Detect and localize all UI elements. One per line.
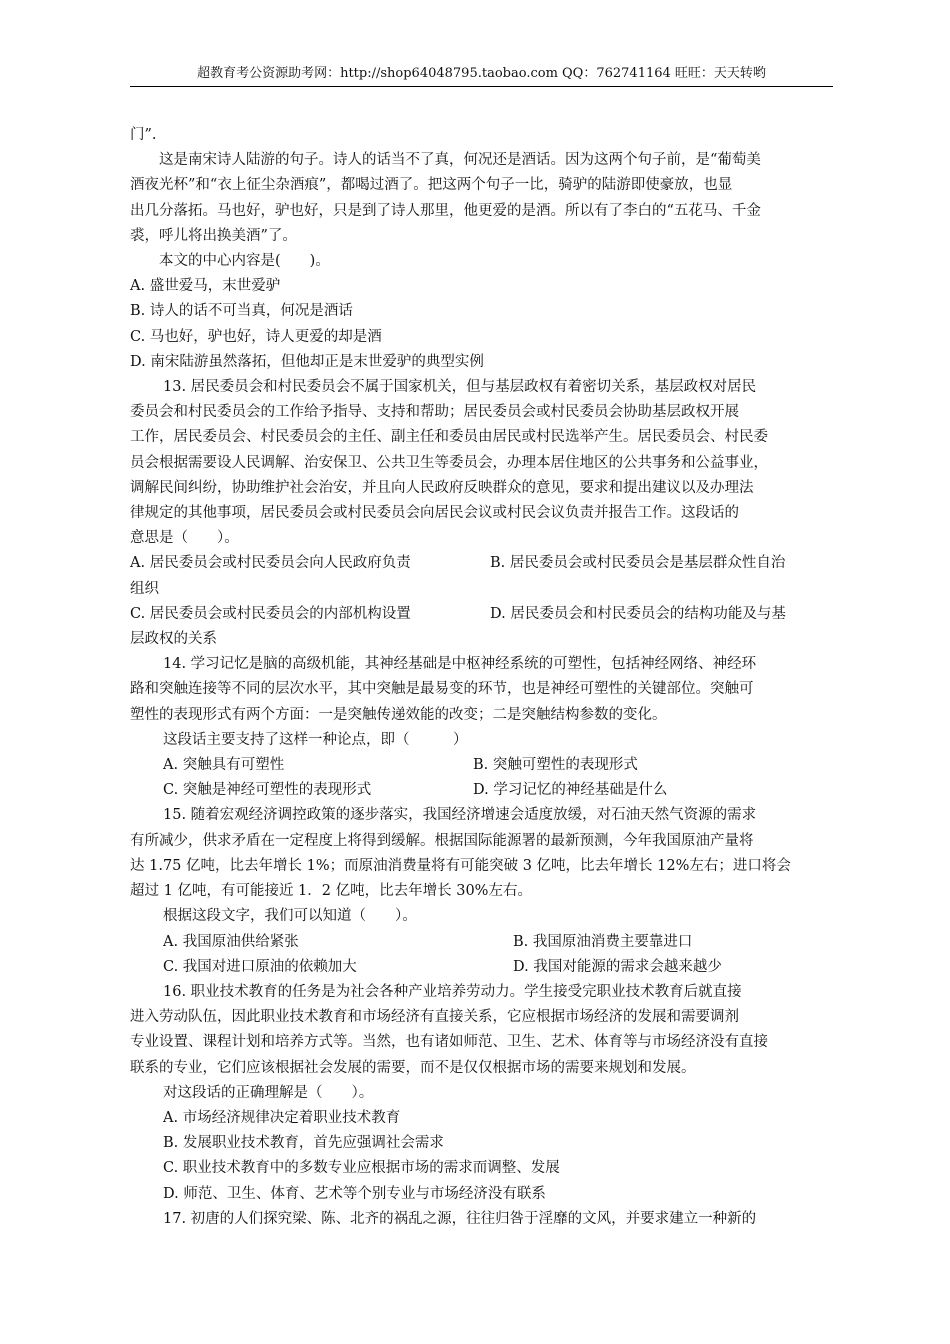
options-row xyxy=(130,602,835,627)
option-a: A. 市场经济规律决定着职业技术教育 xyxy=(163,1109,401,1126)
option-b: B. 突触可塑性的表现形式 xyxy=(473,757,638,774)
option-a: A. 我国原油供给紧张 xyxy=(163,933,299,950)
question-13-line: 员会根据需要设人民调解、治安保卫、公共卫生等委员会，办理本居住地区的公共事务和公益事业， xyxy=(130,454,768,471)
question-17-line: 17. 初唐的人们探究梁、陈、北齐的祸乱之源，往往归咎于淫靡的文风，并要求建立一种新的 xyxy=(163,1210,757,1227)
option-a: A. 突触具有可塑性 xyxy=(163,757,285,774)
question-14-line: 路和突触连接等不同的层次水平，其中突触是最易变的环节，也是神经可塑性的关键部位。突触可 xyxy=(130,681,754,698)
question-13-line: 调解民间纠纷，协助维护社会治安，并且向人民政府反映群众的意见，要求和提出建议以及办理法 xyxy=(130,479,754,496)
passage-line: 这是南宋诗人陆游的句子。诗人的话当不了真，何况还是酒话。因为这两个句子前，是“葡萄美 xyxy=(159,152,761,169)
option-b: B. 发展职业技术教育，首先应强调社会需求 xyxy=(163,1135,444,1152)
document-body xyxy=(130,123,835,1232)
option-c: C. 居民委员会或村民委员会的内部机构设置 xyxy=(130,605,411,622)
passage-line: 出几分落拓。马也好，驴也好，只是到了诗人那里，他更爱的是酒。所以有了李白的“五花马、千金 xyxy=(130,202,761,219)
question-15-line: 15. 随着宏观经济调控政策的逐步落实，我国经济增速会适度放缓，对石油天然气资源的需求 xyxy=(163,807,757,824)
option-c: C. 突触是神经可塑性的表现形式 xyxy=(163,782,372,799)
question-13-line: 意思是（ ）。 xyxy=(130,530,239,547)
option-b: B. 诗人的话不可当真，何况是酒话 xyxy=(130,303,353,320)
options-row xyxy=(130,955,835,980)
question-13-line: 委员会和村民委员会的工作给予指导、支持和帮助；居民委员会或村民委员会协助基层政权开展 xyxy=(130,404,739,421)
option-d-continued: 层政权的关系 xyxy=(130,631,217,648)
option-c: C. 我国对进口原油的依赖加大 xyxy=(163,958,357,975)
option-d: D. 师范、卫生、体育、艺术等个别专业与市场经济没有联系 xyxy=(163,1185,546,1202)
option-a: A. 居民委员会或村民委员会向人民政府负责 xyxy=(130,555,411,572)
page-header: 超教育考公资源助考网：http://shop64048795.taobao.com QQ：762741164 旺旺：天天转哟 xyxy=(130,62,833,87)
option-b: B. 我国原油消费主要靠进口 xyxy=(513,933,693,950)
question-13-line: 13. 居民委员会和村民委员会不属于国家机关，但与基层政权有着密切关系，基层政权对居民 xyxy=(163,379,757,396)
option-d: D. 我国对能源的需求会越来越少 xyxy=(513,958,722,975)
question-15-line: 有所减少，供求矛盾在一定程度上将得到缓解。根据国际能源署的最新预测，今年我国原油产量将 xyxy=(130,832,754,849)
option-d: D. 学习记忆的神经基础是什么 xyxy=(473,782,668,799)
option-a: A. 盛世爱马，末世爱驴 xyxy=(130,278,281,295)
question-13-line: 律规定的其他事项，居民委员会或村民委员会向居民会议或村民会议负责并报告工作。这段话的 xyxy=(130,505,739,522)
question-16-line: 专业设置、课程计划和培养方式等。当然，也有诸如师范、卫生、艺术、体育等与市场经济没有直接 xyxy=(130,1034,768,1051)
option-c: C. 职业技术教育中的多数专业应根据市场的需求而调整、发展 xyxy=(163,1160,560,1177)
question-prompt: 根据这段文字，我们可以知道（ ）。 xyxy=(163,908,417,925)
question-prompt: 这段话主要支持了这样一种论点，即（ ） xyxy=(163,731,468,748)
question-15-line: 达 1.75 亿吨，比去年增长 1%；而原油消费量将有可能突破 3 亿吨，比去年增长 12%左右；进口将会 xyxy=(130,857,791,874)
text-line: 门”. xyxy=(130,127,157,143)
option-d: D. 南宋陆游虽然落拓，但他却正是末世爱驴的典型实例 xyxy=(130,353,484,370)
option-b: B. 居民委员会或村民委员会是基层群众性自治 xyxy=(490,555,786,572)
option-b-continued: 组织 xyxy=(130,580,159,597)
question-14-line: 塑性的表现形式有两个方面：一是突触传递效能的改变；二是突触结构参数的变化。 xyxy=(130,706,667,723)
question-14-line: 14. 学习记忆是脑的高级机能，其神经基础是中枢神经系统的可塑性，包括神经网络、神经环 xyxy=(163,656,757,673)
question-prompt: 对这段话的正确理解是（ ）。 xyxy=(163,1084,374,1101)
question-16-line: 进入劳动队伍，因此职业技术教育和市场经济有直接关系，它应根据市场经济的发展和需要调剂 xyxy=(130,1009,739,1026)
question-13-line: 工作，居民委员会、村民委员会的主任、副主任和委员由居民或村民选举产生。居民委员会、村民委 xyxy=(130,429,768,446)
option-c: C. 马也好，驴也好，诗人更爱的却是酒 xyxy=(130,328,382,345)
passage-line: 裘，呼儿将出换美酒”了。 xyxy=(130,227,297,244)
question-16-line: 16. 职业技术教育的任务是为社会各种产业培养劳动力。学生接受完职业技术教育后就直接 xyxy=(163,983,742,1000)
options-row xyxy=(130,930,835,955)
question-15-line: 超过 1 亿吨，有可能接近 1．2 亿吨，比去年增长 30%左右。 xyxy=(130,883,532,900)
option-d: D. 居民委员会和村民委员会的结构功能及与基 xyxy=(490,605,786,622)
question-16-line: 联系的专业，它们应该根据社会发展的需要，而不是仅仅根据市场的需要来规划和发展。 xyxy=(130,1059,696,1076)
options-row xyxy=(130,551,835,576)
options-row xyxy=(130,753,835,778)
question-prompt: 本文的中心内容是( )。 xyxy=(159,253,330,270)
options-row xyxy=(130,778,835,803)
passage-line: 酒夜光杯”和“衣上征尘杂酒痕”，都喝过酒了。把这两个句子一比，骑驴的陆游即使豪放，也显 xyxy=(130,177,733,194)
